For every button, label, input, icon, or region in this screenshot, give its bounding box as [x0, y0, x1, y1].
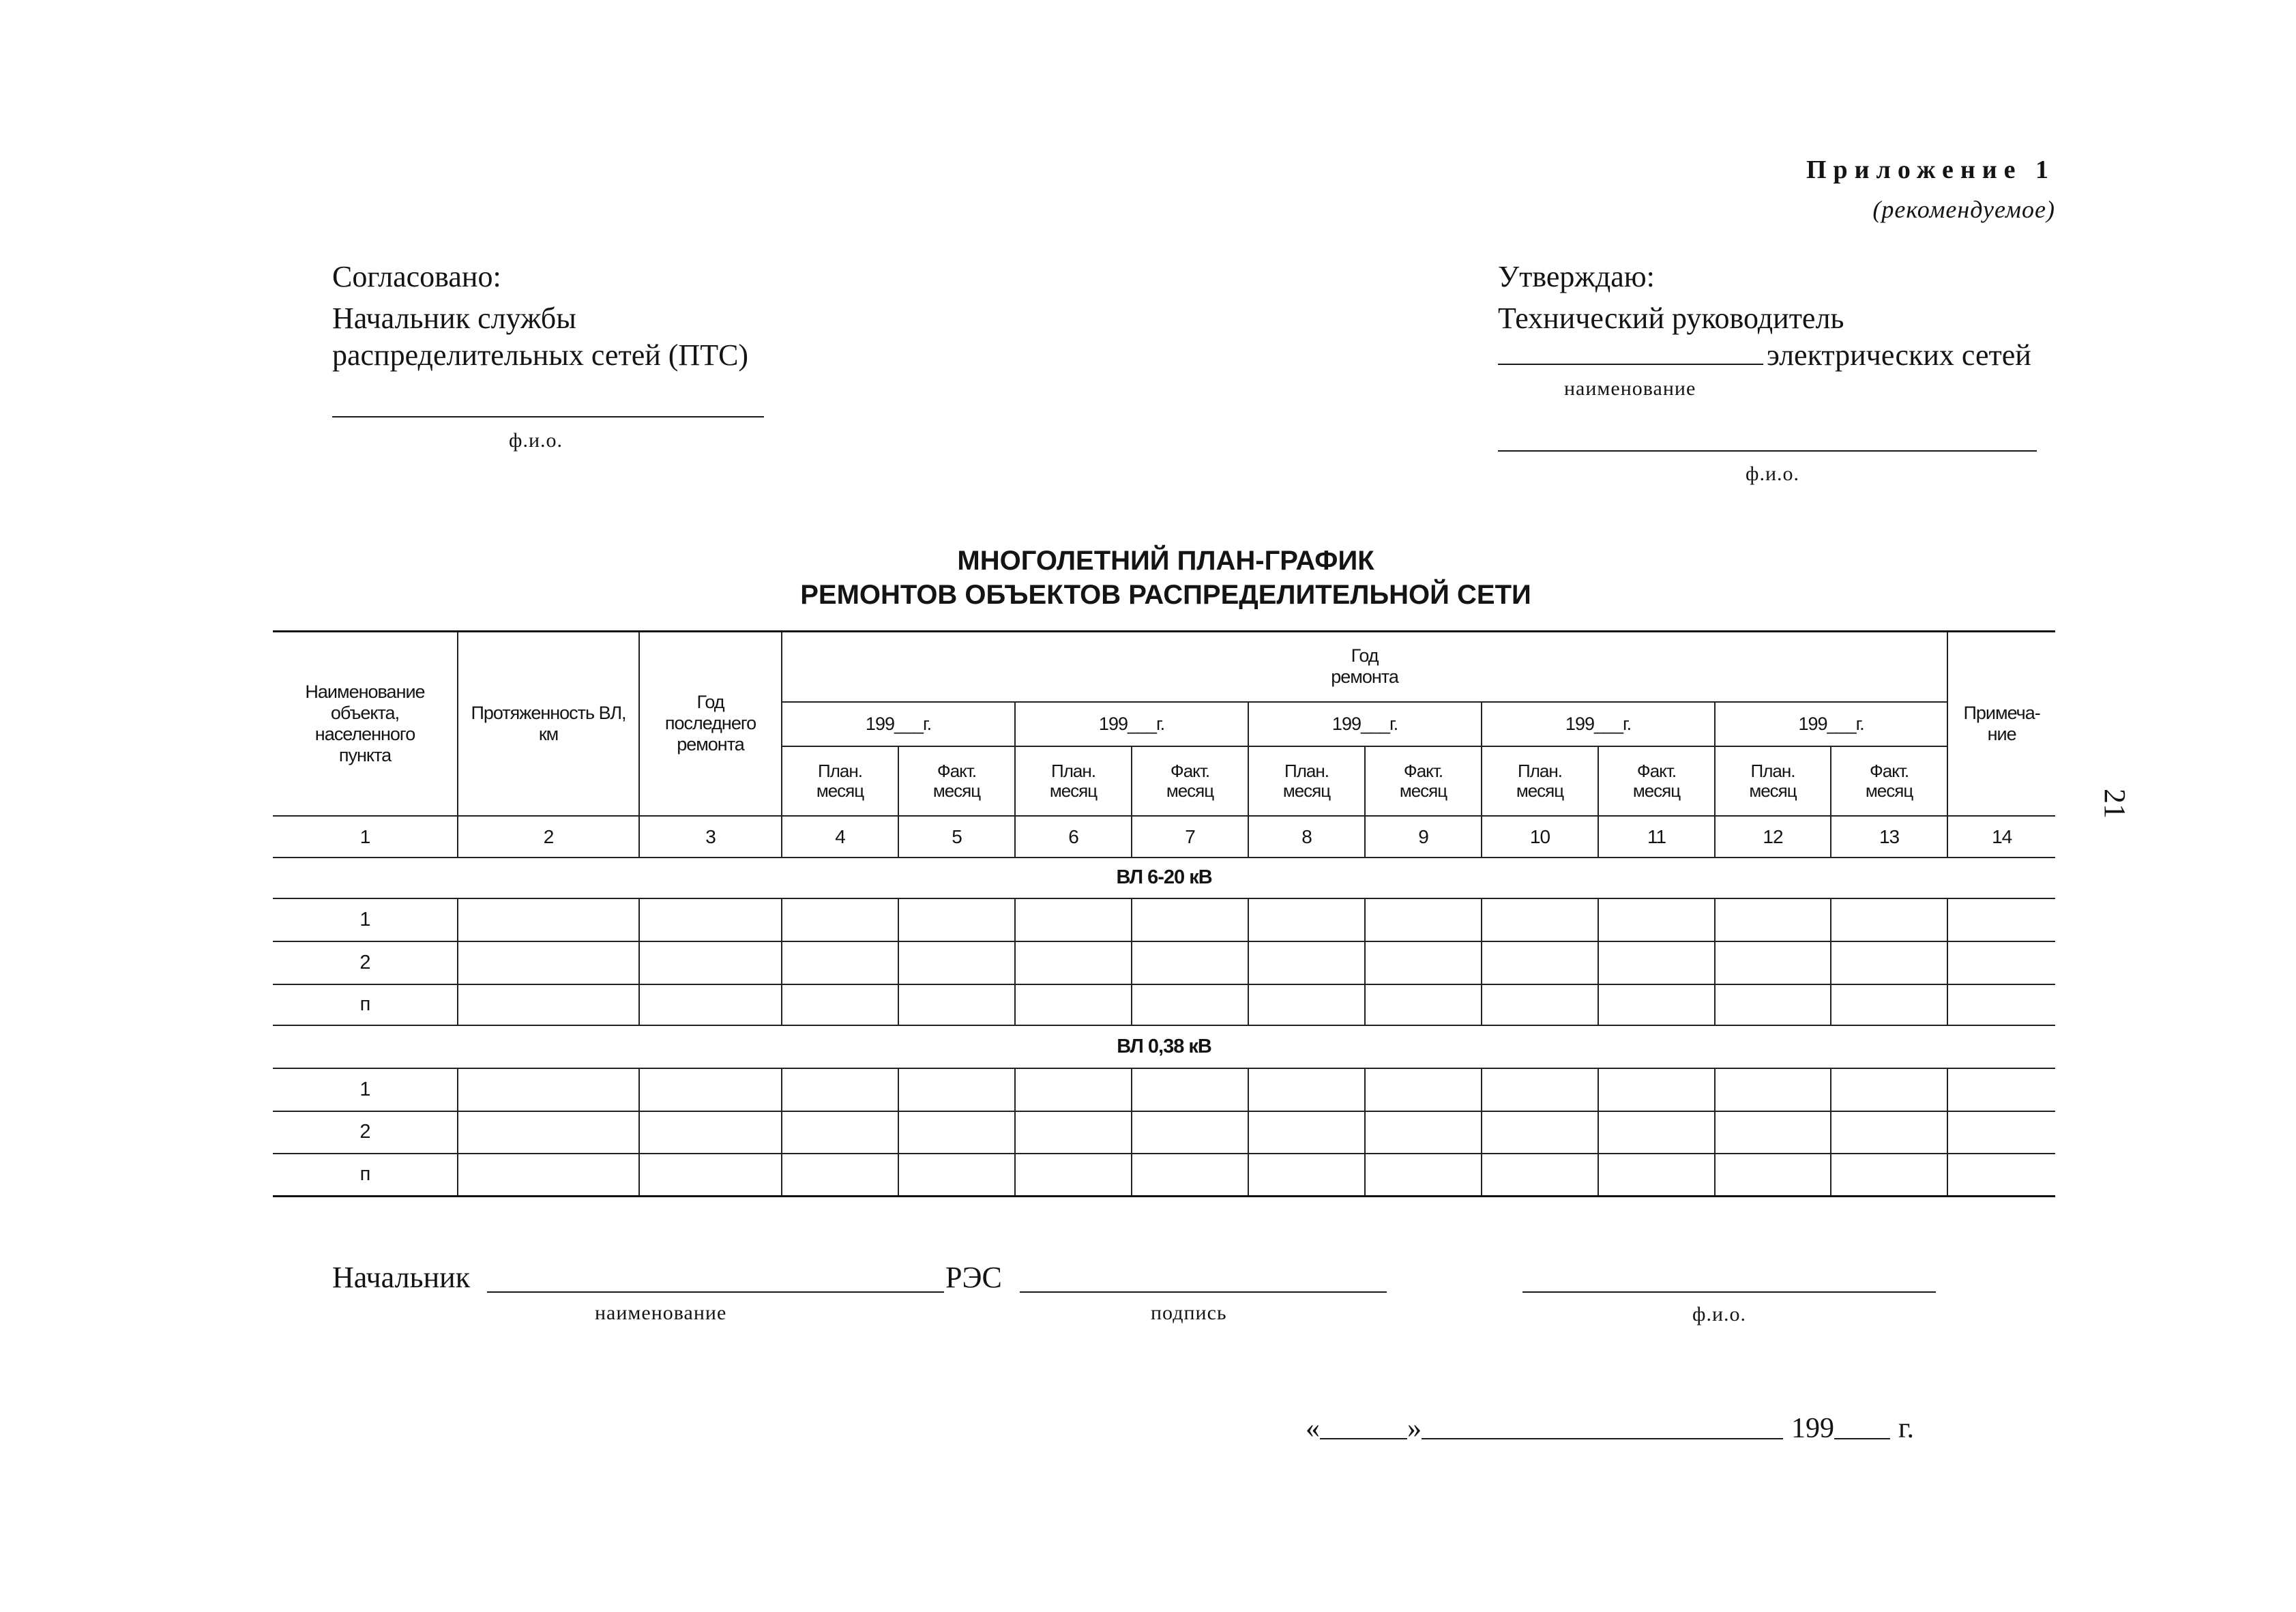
- signature-line: [1020, 1291, 1387, 1293]
- table-cell: [1132, 1068, 1248, 1111]
- chief-label: Начальник: [332, 1261, 471, 1294]
- header-text: месяц: [1749, 780, 1797, 801]
- table-cell: [639, 1111, 782, 1154]
- table-cell: [1598, 1068, 1715, 1111]
- fio-line: [1522, 1291, 1936, 1293]
- header-note: [1947, 632, 2055, 816]
- header-text: Протяженность ВЛ,: [471, 702, 626, 723]
- agreed-position-line1: Начальник службы: [332, 302, 576, 335]
- document-title-line1: МНОГОЛЕТНИЙ ПЛАН-ГРАФИК: [957, 546, 1374, 576]
- header-text: месяц: [1632, 780, 1681, 801]
- header-text: Год: [1351, 645, 1379, 666]
- table-cell: [1715, 984, 1831, 1025]
- table-cell: [1015, 1111, 1132, 1154]
- header-text: Примеча-: [1963, 702, 2040, 723]
- table-cell: [1598, 1111, 1715, 1154]
- res-label: РЭС: [945, 1261, 1002, 1294]
- header-plan-month: [1482, 746, 1598, 816]
- appendix-note: (рекомендуемое): [1872, 196, 2055, 223]
- header-text: Факт.: [1869, 760, 1909, 781]
- header-fact-month: [1365, 746, 1482, 816]
- table-cell: [1015, 1068, 1132, 1111]
- header-plan-month: [1015, 746, 1132, 816]
- table-cell: [1015, 898, 1132, 941]
- footer-signature-caption: подпись: [1151, 1302, 1227, 1324]
- table-cell: [1248, 1068, 1365, 1111]
- table-cell: [1831, 1068, 1947, 1111]
- table-cell: [1482, 1111, 1598, 1154]
- approved-position-line2: электрических сетей: [1767, 338, 2031, 372]
- table-cell: [1132, 898, 1248, 941]
- date-month-blank: [1422, 1438, 1783, 1439]
- table-cell: [782, 1154, 898, 1197]
- table-row: [273, 1068, 2055, 1111]
- table-row: [273, 898, 2055, 941]
- table-cell: [1248, 1154, 1365, 1197]
- row-number: 1: [273, 898, 458, 941]
- column-number: 11: [1598, 816, 1715, 858]
- table-cell: [1482, 941, 1598, 984]
- table-cell: [458, 984, 639, 1025]
- header-text: месяц: [816, 780, 864, 801]
- agreed-label: Согласовано:: [332, 260, 501, 293]
- table-cell: [1598, 984, 1715, 1025]
- table-cell: [1831, 941, 1947, 984]
- header-text: месяц: [1166, 780, 1214, 801]
- header-text: объекта,: [330, 702, 400, 723]
- header-text: План.: [1284, 760, 1329, 781]
- column-number: 4: [782, 816, 898, 858]
- table-cell: [1482, 1154, 1598, 1197]
- footer-fio-caption: ф.и.о.: [1692, 1303, 1746, 1325]
- header-text: Факт.: [1403, 760, 1443, 781]
- header-plan-month: [1715, 746, 1831, 816]
- table-cell: [1015, 984, 1132, 1025]
- table-cell: [1248, 941, 1365, 984]
- date-year-prefix: 199: [1791, 1413, 1834, 1444]
- table-cell: [1132, 1111, 1248, 1154]
- header-repair-year: [782, 632, 1947, 702]
- table-cell: [898, 941, 1015, 984]
- table-cell: [1947, 941, 2055, 984]
- header-year: 199___г.: [782, 702, 1015, 746]
- table-cell: [898, 1154, 1015, 1197]
- table-cell: [782, 1111, 898, 1154]
- header-text: месяц: [1049, 780, 1098, 801]
- approved-fio-caption: ф.и.о.: [1746, 463, 1799, 485]
- table-cell: [898, 898, 1015, 941]
- date-year-blank: [1834, 1438, 1890, 1439]
- approved-name-caption: наименование: [1564, 377, 1696, 400]
- date-day-blank: [1320, 1438, 1407, 1439]
- table-row: [273, 941, 2055, 984]
- table-cell: [1715, 1111, 1831, 1154]
- table-cell: [1015, 1154, 1132, 1197]
- header-text: населенного: [314, 723, 415, 744]
- column-number: 6: [1015, 816, 1132, 858]
- agreed-position-line2: распределительных сетей (ПТС): [332, 338, 749, 372]
- table-cell: [1482, 898, 1598, 941]
- column-number: 8: [1248, 816, 1365, 858]
- table-cell: [1248, 984, 1365, 1025]
- header-text: месяц: [1282, 780, 1331, 801]
- approved-position-line1: Технический руководитель: [1498, 302, 1844, 335]
- table-cell: [1947, 1111, 2055, 1154]
- header-text: План.: [1518, 760, 1562, 781]
- table-cell: [1831, 1111, 1947, 1154]
- header-row: [273, 632, 2055, 702]
- table-cell: [1831, 1154, 1947, 1197]
- row-number: 2: [273, 941, 458, 984]
- approved-fio-line: [1498, 450, 2037, 452]
- header-line-length: [458, 632, 639, 816]
- approved-network-name-line: [1498, 364, 1763, 365]
- column-number: 10: [1482, 816, 1598, 858]
- row-number: п: [273, 984, 458, 1025]
- header-text: ремонта: [677, 734, 744, 755]
- table-row: [273, 1154, 2055, 1197]
- agreed-fio-caption: ф.и.о.: [509, 429, 563, 452]
- table-cell: [1365, 941, 1482, 984]
- header-text: Факт.: [937, 760, 977, 781]
- header-fact-month: [898, 746, 1015, 816]
- section-row: [273, 1025, 2055, 1068]
- header-text: Факт.: [1636, 760, 1677, 781]
- column-number: 13: [1831, 816, 1947, 858]
- table-cell: [782, 1068, 898, 1111]
- table-cell: [782, 898, 898, 941]
- table-cell: [1598, 1154, 1715, 1197]
- table-cell: [458, 1111, 639, 1154]
- section-title: ВЛ 6-20 кВ: [273, 858, 2055, 898]
- footer-name-caption: наименование: [595, 1302, 727, 1324]
- header-text: месяц: [1516, 780, 1564, 801]
- table-row: [273, 984, 2055, 1025]
- table-cell: [1831, 984, 1947, 1025]
- date-line: [1306, 1411, 1914, 1446]
- table-cell: [1482, 1068, 1598, 1111]
- date-close-quote: »: [1407, 1413, 1422, 1444]
- table-cell: [898, 1068, 1015, 1111]
- column-numbers-row: [273, 816, 2055, 858]
- column-number: 14: [1947, 816, 2055, 858]
- document-title-line2: РЕМОНТОВ ОБЪЕКТОВ РАСПРЕДЕЛИТЕЛЬНОЙ СЕТИ: [800, 580, 1531, 610]
- table-cell: [1947, 898, 2055, 941]
- row-number: 2: [273, 1111, 458, 1154]
- header-text: План.: [1750, 760, 1795, 781]
- column-number: 2: [458, 816, 639, 858]
- header-plan-month: [782, 746, 898, 816]
- table-cell: [1248, 898, 1365, 941]
- header-text: пункта: [338, 744, 392, 765]
- table-cell: [1598, 941, 1715, 984]
- table-row: [273, 1111, 2055, 1154]
- table-cell: [1365, 1111, 1482, 1154]
- table-cell: [782, 984, 898, 1025]
- header-text: месяц: [932, 780, 981, 801]
- table-cell: [1248, 1111, 1365, 1154]
- table-cell: [1015, 941, 1132, 984]
- header-text: ние: [1987, 723, 2016, 744]
- table-cell: [1365, 898, 1482, 941]
- column-number: 7: [1132, 816, 1248, 858]
- date-open-quote: «: [1306, 1413, 1320, 1444]
- table-cell: [639, 1068, 782, 1111]
- table-cell: [458, 898, 639, 941]
- table-cell: [1132, 1154, 1248, 1197]
- column-number: 12: [1715, 816, 1831, 858]
- header-year: 199___г.: [1015, 702, 1248, 746]
- header-fact-month: [1831, 746, 1947, 816]
- column-number: 1: [273, 816, 458, 858]
- table-cell: [782, 941, 898, 984]
- table-cell: [639, 984, 782, 1025]
- table-cell: [639, 898, 782, 941]
- table-cell: [458, 1068, 639, 1111]
- appendix-title: Приложение 1: [1806, 156, 2055, 184]
- table-cell: [1715, 941, 1831, 984]
- header-text: Год: [696, 692, 724, 713]
- table-cell: [639, 941, 782, 984]
- header-fact-month: [1132, 746, 1248, 816]
- header-year: 199___г.: [1715, 702, 1947, 746]
- header-text: месяц: [1865, 780, 1913, 801]
- table-cell: [458, 941, 639, 984]
- header-last-repair-year: [639, 632, 782, 816]
- header-text: месяц: [1399, 780, 1447, 801]
- table-cell: [1715, 898, 1831, 941]
- header-text: км: [538, 723, 559, 744]
- column-number: 5: [898, 816, 1015, 858]
- table-cell: [639, 1154, 782, 1197]
- header-text: План.: [818, 760, 862, 781]
- table-cell: [1947, 984, 2055, 1025]
- table-cell: [458, 1154, 639, 1197]
- table-cell: [1831, 898, 1947, 941]
- table-cell: [1715, 1068, 1831, 1111]
- res-name-line: [487, 1291, 944, 1293]
- header-year: 199___г.: [1482, 702, 1715, 746]
- approved-label: Утверждаю:: [1498, 260, 1655, 293]
- repair-schedule-table: [273, 630, 2055, 1197]
- header-text: План.: [1051, 760, 1095, 781]
- header-text: ремонта: [1331, 666, 1398, 688]
- header-object-name: [273, 632, 458, 816]
- table-cell: [1947, 1068, 2055, 1111]
- table-cell: [1715, 1154, 1831, 1197]
- column-number: 9: [1365, 816, 1482, 858]
- header-text: Факт.: [1170, 760, 1210, 781]
- table-cell: [1365, 984, 1482, 1025]
- header-text: Наименование: [305, 681, 425, 702]
- section-title: ВЛ 0,38 кВ: [273, 1025, 2055, 1068]
- section-row: [273, 858, 2055, 898]
- row-number: п: [273, 1154, 458, 1197]
- header-text: последнего: [664, 713, 756, 734]
- header-plan-month: [1248, 746, 1365, 816]
- table-cell: [1365, 1068, 1482, 1111]
- table-cell: [1132, 984, 1248, 1025]
- table-cell: [1947, 1154, 2055, 1197]
- column-number: 3: [639, 816, 782, 858]
- row-number: 1: [273, 1068, 458, 1111]
- table-cell: [1132, 941, 1248, 984]
- page-number: 21: [2098, 789, 2132, 819]
- agreed-fio-line: [332, 416, 764, 417]
- table-cell: [898, 984, 1015, 1025]
- table-cell: [1482, 984, 1598, 1025]
- table-cell: [1598, 898, 1715, 941]
- header-year: 199___г.: [1248, 702, 1482, 746]
- table-cell: [1365, 1154, 1482, 1197]
- header-fact-month: [1598, 746, 1715, 816]
- date-year-suffix: г.: [1898, 1413, 1914, 1444]
- table-cell: [898, 1111, 1015, 1154]
